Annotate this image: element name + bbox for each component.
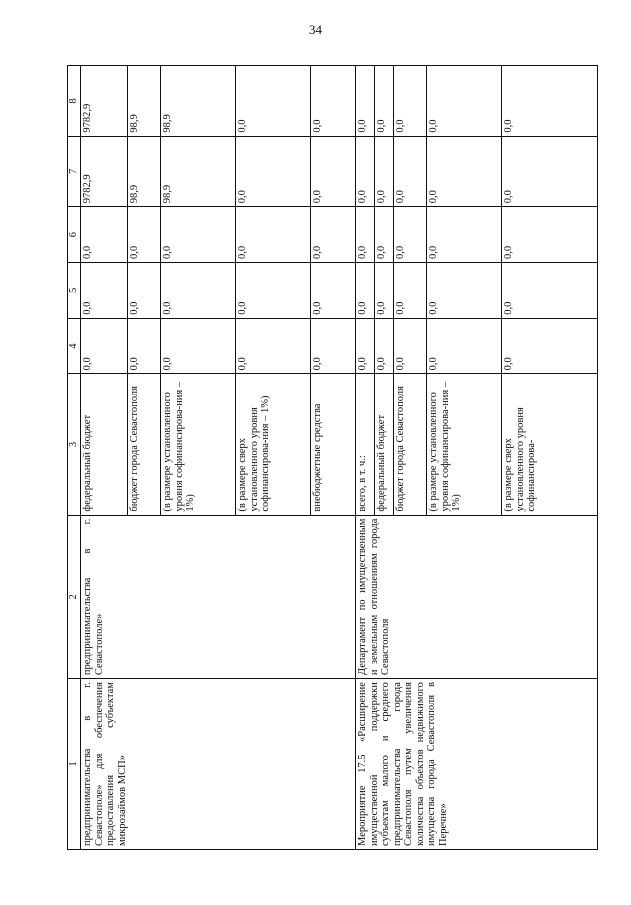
activity-description: предпринимательства в г. Севастополе» для обеспечения предоставления субъектам микрозаймов МСП» — [81, 679, 356, 850]
value-col-6: 0,0 — [81, 207, 128, 263]
activity-description: Мероприятие 17.5 «Расширение имущественной поддержки субъектам малого и среднего предпринимательства города Севастополя путем увеличения количества объектов недвижимого имущества города Севастополя в Перечне» — [356, 679, 598, 850]
responsible-executor: предпринимательства в г. Севастополе» — [81, 515, 356, 678]
value-col-8: 0,0 — [427, 66, 502, 137]
value-col-6: 0,0 — [236, 207, 311, 263]
value-col-7: 0,0 — [394, 136, 427, 207]
value-col-8: 98,9 — [161, 66, 236, 137]
header-col-8: 8 — [68, 66, 81, 137]
funding-source: (в размере сверх установленного уровня софинансирова-ния – 1%) — [236, 374, 311, 515]
value-col-5: 0,0 — [394, 262, 427, 318]
value-col-6: 0,0 — [356, 207, 375, 263]
value-col-4: 0,0 — [502, 318, 598, 374]
header-row — [68, 66, 81, 850]
value-col-6: 0,0 — [394, 207, 427, 263]
funding-source: (в размере установленного уровня софинансирова-ния – 1%) — [427, 374, 502, 515]
funding-source: бюджет города Севастополя — [128, 374, 161, 515]
funding-source: бюджет города Севастополя — [394, 374, 427, 515]
header-col-1: 1 — [68, 679, 81, 850]
value-col-7: 98,9 — [128, 136, 161, 207]
page-number: 34 — [309, 22, 322, 37]
value-col-8: 98,9 — [128, 66, 161, 137]
value-col-7: 9782,9 — [81, 136, 128, 207]
value-col-8: 0,0 — [394, 66, 427, 137]
value-col-4: 0,0 — [427, 318, 502, 374]
responsible-executor: Департамент по имущественным и земельным отношениям города Севастополя — [356, 515, 598, 678]
value-col-5: 0,0 — [311, 262, 356, 318]
value-col-5: 0,0 — [81, 262, 128, 318]
value-col-8: 0,0 — [236, 66, 311, 137]
value-col-5: 0,0 — [427, 262, 502, 318]
value-col-6: 0,0 — [375, 207, 394, 263]
rotated-table-container — [67, 65, 602, 850]
value-col-7: 0,0 — [311, 136, 356, 207]
value-col-4: 0,0 — [311, 318, 356, 374]
value-col-8: 9782,9 — [81, 66, 128, 137]
value-col-8: 0,0 — [375, 66, 394, 137]
value-col-7: 0,0 — [502, 136, 598, 207]
value-col-7: 0,0 — [427, 136, 502, 207]
funding-source: всего, в т. ч.: — [356, 374, 375, 515]
value-col-4: 0,0 — [356, 318, 375, 374]
header-col-5: 5 — [68, 262, 81, 318]
funding-table — [67, 65, 598, 850]
value-col-4: 0,0 — [236, 318, 311, 374]
value-col-5: 0,0 — [161, 262, 236, 318]
value-col-6: 0,0 — [128, 207, 161, 263]
table-row — [356, 66, 375, 850]
value-col-5: 0,0 — [375, 262, 394, 318]
value-col-4: 0,0 — [394, 318, 427, 374]
header-col-6: 6 — [68, 207, 81, 263]
value-col-5: 0,0 — [128, 262, 161, 318]
funding-source: федеральный бюджет — [375, 374, 394, 515]
header-col-4: 4 — [68, 318, 81, 374]
value-col-4: 0,0 — [81, 318, 128, 374]
value-col-7: 0,0 — [356, 136, 375, 207]
value-col-8: 0,0 — [311, 66, 356, 137]
funding-source: внебюджетные средства — [311, 374, 356, 515]
value-col-5: 0,0 — [236, 262, 311, 318]
table-row — [81, 66, 128, 850]
value-col-6: 0,0 — [427, 207, 502, 263]
value-col-7: 98,9 — [161, 136, 236, 207]
value-col-4: 0,0 — [375, 318, 394, 374]
value-col-5: 0,0 — [356, 262, 375, 318]
value-col-6: 0,0 — [311, 207, 356, 263]
header-col-3: 3 — [68, 374, 81, 515]
funding-source: (в размере сверх установленного уровня софинансирова- — [502, 374, 598, 515]
value-col-6: 0,0 — [502, 207, 598, 263]
header-col-7: 7 — [68, 136, 81, 207]
value-col-5: 0,0 — [502, 262, 598, 318]
value-col-7: 0,0 — [236, 136, 311, 207]
header-col-2: 2 — [68, 515, 81, 678]
value-col-4: 0,0 — [161, 318, 236, 374]
value-col-6: 0,0 — [161, 207, 236, 263]
funding-source: федеральный бюджет — [81, 374, 128, 515]
value-col-7: 0,0 — [375, 136, 394, 207]
value-col-4: 0,0 — [128, 318, 161, 374]
funding-source: (в размере установленного уровня софинансирова-ния – 1%) — [161, 374, 236, 515]
value-col-8: 0,0 — [356, 66, 375, 137]
value-col-8: 0,0 — [502, 66, 598, 137]
